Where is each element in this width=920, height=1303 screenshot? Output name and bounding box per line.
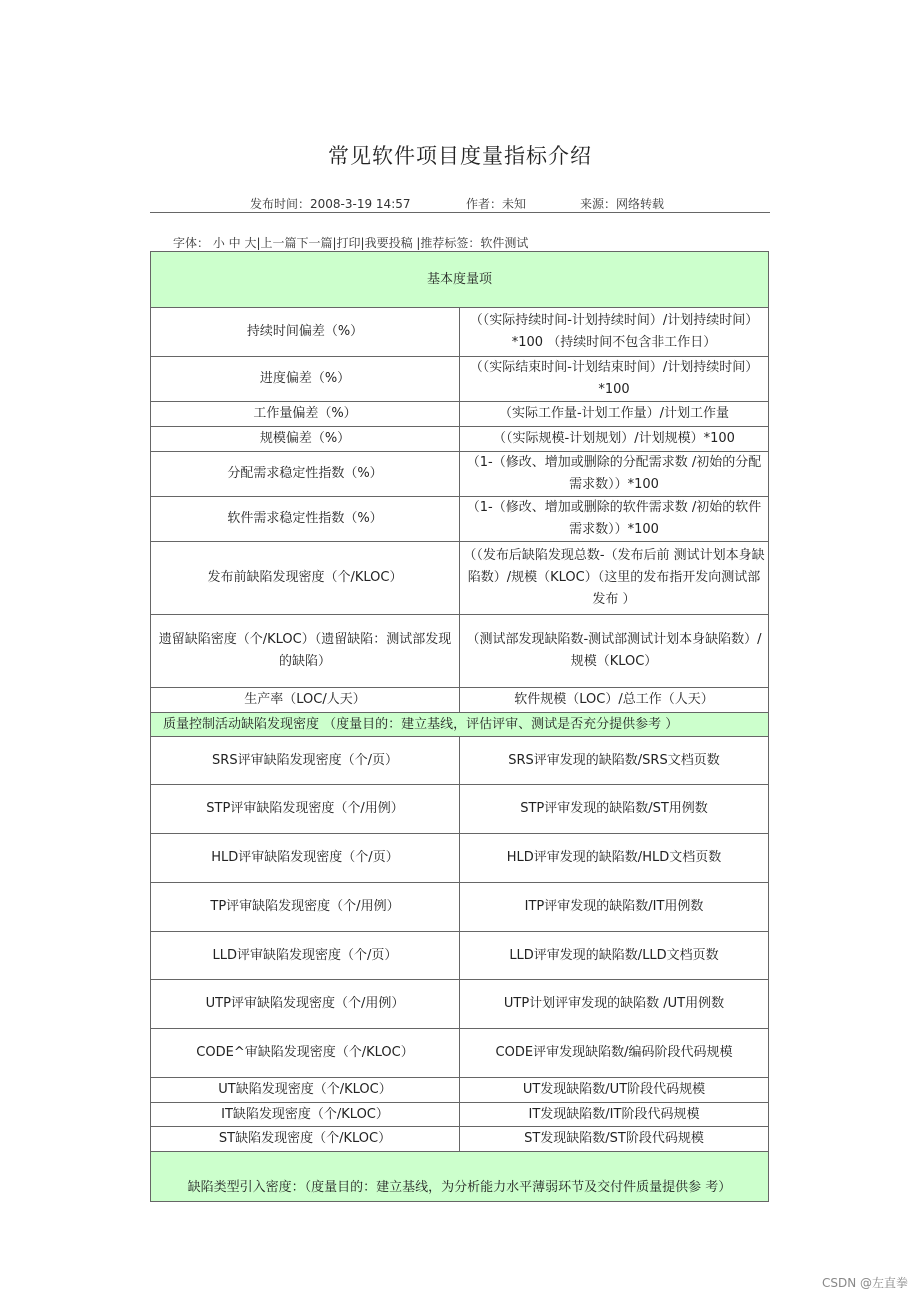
watermark: CSDN @左直拳 bbox=[821, 1276, 908, 1290]
header-divider bbox=[150, 212, 770, 213]
page-title: 常见软件项目度量指标介绍 bbox=[328, 144, 592, 168]
metric-formula: UTP计划评审发现的缺陷数 /UT用例数 bbox=[460, 980, 769, 1029]
metric-formula: 软件规模（LOC）/总工作（人天） bbox=[460, 688, 769, 713]
table-row bbox=[151, 1029, 769, 1078]
metric-formula: CODE评审发现缺陷数/编码阶段代码规模 bbox=[460, 1029, 769, 1078]
metric-formula: （（发布后缺陷发现总数-（发布后前 测试计划本身缺陷数）/规模（KLOC）（这里的发布指开发向测试部发布 ） bbox=[460, 542, 769, 615]
table-row bbox=[151, 834, 769, 883]
metric-formula: UT发现缺陷数/UT阶段代码规模 bbox=[460, 1078, 769, 1103]
table-row bbox=[151, 785, 769, 834]
metric-formula: ITP评审发现的缺陷数/IT用例数 bbox=[460, 883, 769, 932]
metric-formula: LLD评审发现的缺陷数/LLD文档页数 bbox=[460, 932, 769, 980]
section-basic-title: 基本度量项 bbox=[151, 252, 769, 308]
table-row bbox=[151, 1078, 769, 1103]
metric-name: LLD评审缺陷发现密度（个/页） bbox=[151, 932, 460, 980]
metric-formula: SRS评审发现的缺陷数/SRS文档页数 bbox=[460, 737, 769, 785]
section-defect-header bbox=[151, 1152, 769, 1202]
metric-formula: HLD评审发现的缺陷数/HLD文档页数 bbox=[460, 834, 769, 883]
metrics-table bbox=[150, 251, 769, 1202]
table-row bbox=[151, 308, 769, 357]
table-row bbox=[151, 1103, 769, 1127]
metric-name: UT缺陷发现密度（个/KLOC） bbox=[151, 1078, 460, 1103]
metric-name: TP评审缺陷发现密度（个/用例） bbox=[151, 883, 460, 932]
table-row bbox=[151, 1127, 769, 1152]
metric-name: 规模偏差（%） bbox=[151, 427, 460, 452]
metric-name: STP评审缺陷发现密度（个/用例） bbox=[151, 785, 460, 834]
metric-name: HLD评审缺陷发现密度（个/页） bbox=[151, 834, 460, 883]
metric-name: UTP评审缺陷发现密度（个/用例） bbox=[151, 980, 460, 1029]
article-toolbar[interactable]: 字体： 小 中 大|上一篇下一篇|打印|我要投稿 |推荐标签：软件测试 bbox=[173, 236, 529, 250]
section-quality-header bbox=[151, 713, 769, 737]
publish-time: 发布时间：2008-3-19 14:57 bbox=[250, 197, 411, 211]
table-row bbox=[151, 883, 769, 932]
metric-formula: （（实际持续时间-计划持续时间）/计划持续时间）*100 （持续时间不包含非工作日） bbox=[460, 308, 769, 357]
table-row bbox=[151, 737, 769, 785]
metric-formula: （1-（修改、增加或删除的软件需求数 /初始的软件需求数））*100 bbox=[460, 497, 769, 542]
table-row bbox=[151, 357, 769, 402]
metric-formula: （测试部发现缺陷数-测试部测试计划本身缺陷数）/规模（KLOC） bbox=[460, 615, 769, 688]
metric-formula: （1-（修改、增加或删除的分配需求数 /初始的分配需求数））*100 bbox=[460, 452, 769, 497]
metric-name: 持续时间偏差（%） bbox=[151, 308, 460, 357]
table-row bbox=[151, 452, 769, 497]
metric-name: SRS评审缺陷发现密度（个/页） bbox=[151, 737, 460, 785]
metric-name: 工作量偏差（%） bbox=[151, 402, 460, 427]
metric-formula: IT发现缺陷数/IT阶段代码规模 bbox=[460, 1103, 769, 1127]
metric-name: 遗留缺陷密度（个/KLOC）（遗留缺陷：测试部发现的缺陷） bbox=[151, 615, 460, 688]
table-row bbox=[151, 980, 769, 1029]
table-row bbox=[151, 932, 769, 980]
metric-name: 进度偏差（%） bbox=[151, 357, 460, 402]
section-quality-title: 质量控制活动缺陷发现密度 （度量目的：建立基线，评估评审、测试是否充分提供参考 ） bbox=[151, 713, 769, 737]
table-row bbox=[151, 615, 769, 688]
metric-name: 发布前缺陷发现密度（个/KLOC） bbox=[151, 542, 460, 615]
metric-name: CODE^审缺陷发现密度（个/KLOC） bbox=[151, 1029, 460, 1078]
metric-formula: （（实际规模-计划规划）/计划规模）*100 bbox=[460, 427, 769, 452]
metric-name: 分配需求稳定性指数（%） bbox=[151, 452, 460, 497]
table-row bbox=[151, 402, 769, 427]
table-row bbox=[151, 542, 769, 615]
metric-name: 软件需求稳定性指数（%） bbox=[151, 497, 460, 542]
metric-name: IT缺陷发现密度（个/KLOC） bbox=[151, 1103, 460, 1127]
table-row bbox=[151, 427, 769, 452]
metric-name: ST缺陷发现密度（个/KLOC） bbox=[151, 1127, 460, 1152]
metric-formula: ST发现缺陷数/ST阶段代码规模 bbox=[460, 1127, 769, 1152]
metric-formula: （实际工作量-计划工作量）/计划工作量 bbox=[460, 402, 769, 427]
section-basic-header bbox=[151, 252, 769, 308]
section-defect-title: 缺陷类型引入密度：（度量目的：建立基线，为分析能力水平薄弱环节及交付件质量提供参 考） bbox=[151, 1152, 769, 1202]
table-row bbox=[151, 688, 769, 713]
author: 作者：未知 bbox=[466, 197, 527, 211]
source: 来源：网络转载 bbox=[580, 197, 665, 211]
metric-name: 生产率（LOC/人天） bbox=[151, 688, 460, 713]
metric-formula: STP评审发现的缺陷数/ST用例数 bbox=[460, 785, 769, 834]
metric-formula: （（实际结束时间-计划结束时间）/计划持续时间）*100 bbox=[460, 357, 769, 402]
table-row bbox=[151, 497, 769, 542]
